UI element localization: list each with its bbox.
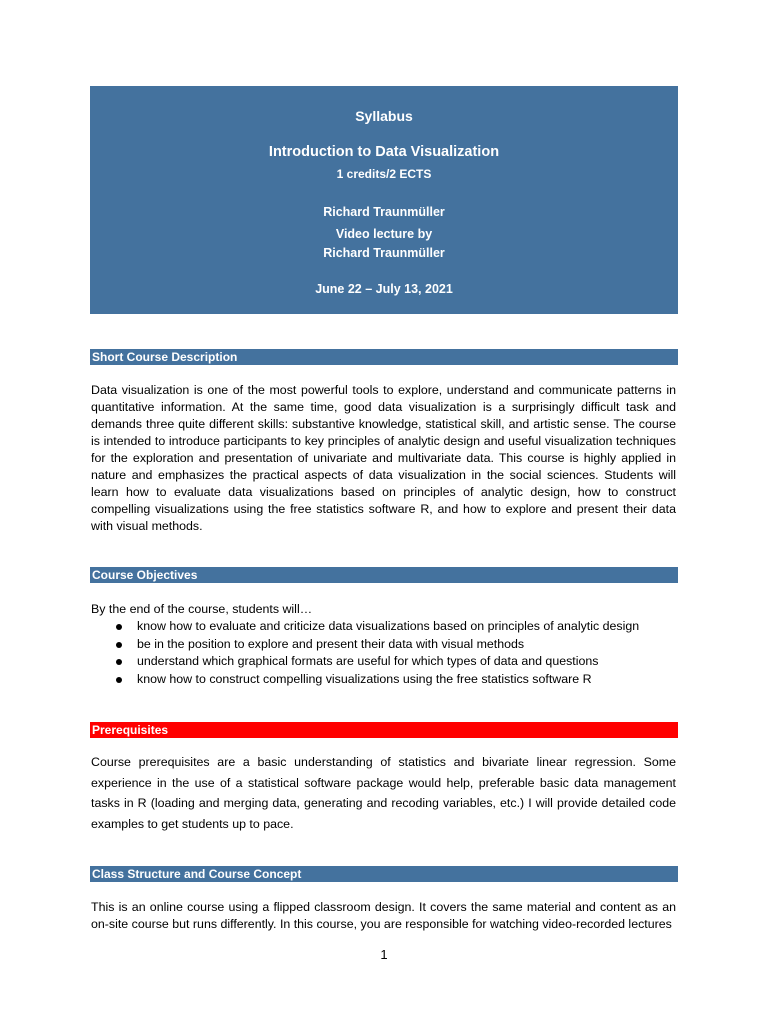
bullet-dot-icon: [116, 659, 122, 665]
objectives-intro: By the end of the course, students will…: [91, 602, 313, 616]
instructor-name: Richard Traunmüller: [323, 205, 445, 219]
bullet-dot-icon: [116, 642, 122, 648]
page-number: 1: [380, 947, 388, 962]
section-heading-objectives: Course Objectives: [90, 567, 678, 583]
syllabus-header: [90, 86, 678, 314]
course-name: Introduction to Data Visualization: [268, 144, 500, 160]
section-heading-description: Short Course Description: [90, 349, 678, 365]
prerequisites-paragraph: Course prerequisites are a basic understanding of statistics and bivariate linear regression. Some experience in the use of a statistical software package would help, preferable basic data management tasks in R (loading and merging data, generating and recoding variables, etc.) I will provide detailed code examples to get students up to pace.: [91, 755, 676, 831]
course-credits: 1 credits/2 ECTS: [336, 167, 432, 181]
bullet-dot-icon: [116, 624, 122, 630]
video-lecturer-name: Richard Traunmüller: [323, 246, 445, 260]
course-dates: June 22 – July 13, 2021: [315, 282, 453, 296]
bullet-dot-icon: [116, 677, 122, 683]
objective-item: know how to construct compelling visualizations using the free statistics software R: [91, 671, 676, 689]
video-lecture-label: Video lecture by: [335, 227, 433, 241]
objective-item: be in the position to explore and present their data with visual methods: [91, 636, 676, 654]
section-heading-prerequisites: Prerequisites: [90, 722, 678, 738]
section-heading-structure: Class Structure and Course Concept: [90, 866, 678, 882]
objective-item: know how to evaluate and criticize data visualizations based on principles of analytic design: [91, 618, 676, 636]
objective-item: understand which graphical formats are useful for which types of data and questions: [91, 653, 676, 671]
structure-paragraph: This is an online course using a flipped classroom design. It covers the same material and content as an on-site course but runs differently. In this course, you are responsible for watching video-recorded lectures: [91, 900, 676, 931]
description-paragraph: Data visualization is one of the most powerful tools to explore, understand and communicate patterns in quantitative information. At the same time, good data visualization is a surprisingly difficult task and demands three quite different skills: substantive knowledge, statistical skill, and artistic sense. The course is intended to introduce participants to key principles of analytic design and useful visualization techniques for the exploration and presentation of univariate and multivariate data. This course is highly applied in nature and emphasizes the practical aspects of data visualization in the social sciences. Students will learn how to evaluate data visualizations based on principles of analytic design, how to construct compelling visualizations using the free statistics software R, and how to explore and present their data with visual methods.: [91, 383, 676, 533]
syllabus-title: Syllabus: [355, 108, 413, 124]
objectives-list: [91, 618, 676, 689]
